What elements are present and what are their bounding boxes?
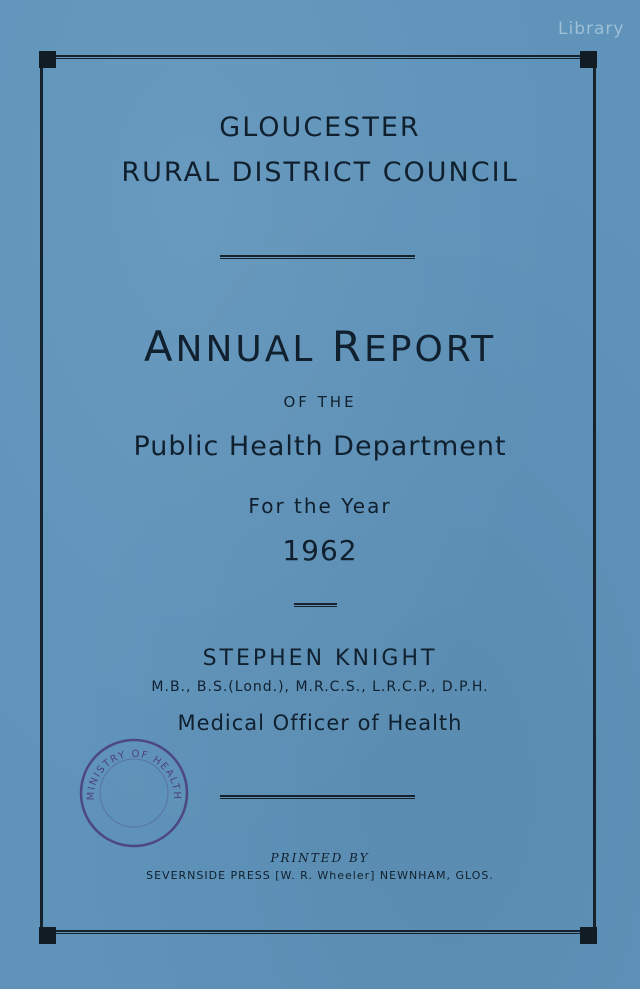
council-name-line-2: RURAL DISTRICT COUNCIL — [121, 157, 519, 188]
author-name: STEPHEN KNIGHT — [202, 646, 438, 671]
library-stamp: Library — [558, 19, 625, 39]
svg-text:MINISTRY OF HEALTH: MINISTRY OF HEALTH — [85, 748, 183, 801]
report-title-initial-r: R — [331, 322, 364, 371]
council-name-line-1: GLOUCESTER — [219, 112, 421, 143]
report-of-the: OF THE — [283, 393, 357, 411]
report-title — [0, 322, 640, 371]
report-title-initial-a: A — [143, 322, 176, 371]
frame-corner-top-right — [580, 51, 597, 68]
ministry-seal-stamp — [76, 735, 192, 851]
printer-name: SEVERNSIDE PRESS [W. R. Wheeler] NEWNHAM, GLOS. — [146, 869, 494, 882]
divider-middle — [294, 603, 337, 607]
frame-corner-bottom-left — [39, 927, 56, 944]
report-year: 1962 — [282, 534, 358, 567]
frame-corner-top-left — [39, 51, 56, 68]
frame-rule-top — [40, 55, 596, 59]
report-title-word-report: EPORT — [364, 329, 497, 370]
divider-upper — [220, 255, 415, 259]
report-title-word-annual: NNUAL — [175, 329, 316, 370]
frame-corner-bottom-right — [580, 927, 597, 944]
for-the-year-label: For the Year — [248, 494, 392, 518]
frame-rule-bottom — [40, 930, 596, 934]
department-name: Public Health Department — [133, 431, 507, 462]
author-office: Medical Officer of Health — [177, 711, 463, 735]
printed-by-label: PRINTED BY — [270, 851, 370, 865]
divider-lower — [220, 795, 415, 799]
author-degrees: M.B., B.S.(Lond.), M.R.C.S., L.R.C.P., D.P.H. — [151, 679, 489, 695]
